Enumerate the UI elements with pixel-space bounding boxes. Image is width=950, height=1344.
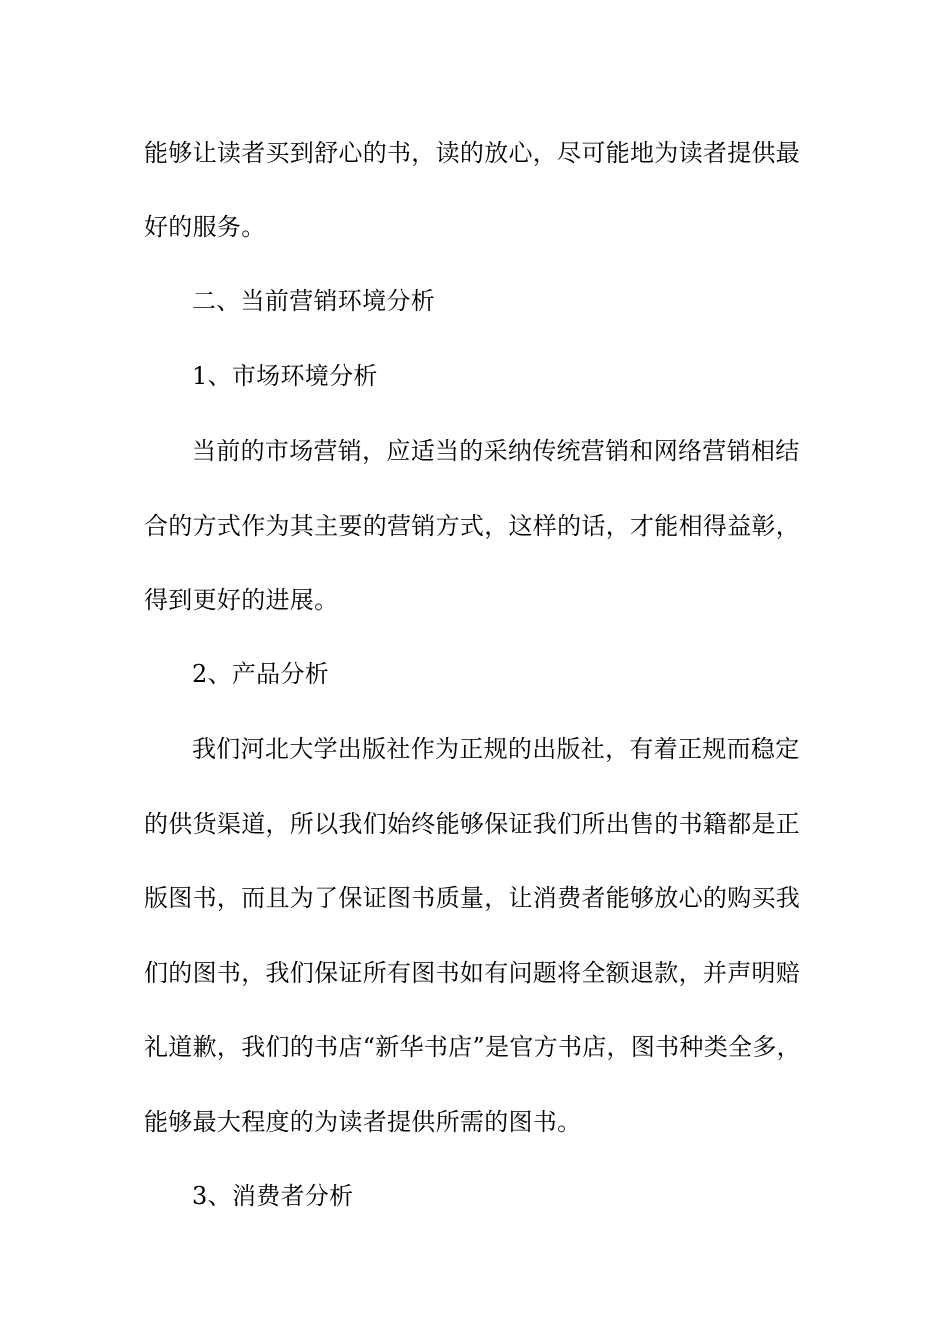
paragraph-line: 版图书，而且为了保证图书质量，让消费者能够放心的购买我 [144,884,801,912]
paragraph-line: 我们河北大学出版社作为正规的出版社，有着正规而稳定 [192,735,800,763]
paragraph-line: 能够让读者买到舒心的书，读的放心，尽可能地为读者提供最 [144,139,801,167]
section-heading: 二、当前营销环境分析 [192,287,435,315]
paragraph-line: 能够最大程度的为读者提供所需的图书。 [144,1108,582,1136]
subsection-heading: 1、市场环境分析 [192,362,378,390]
paragraph-line: 们的图书，我们保证所有图书如有问题将全额退款，并声明赔 [144,959,801,987]
paragraph-line: 礼道歉，我们的书店“新华书店”是官方书店，图书种类全多， [144,1033,801,1061]
subsection-heading: 3、消费者分析 [192,1182,354,1210]
paragraph-line: 得到更好的进展。 [144,586,339,614]
paragraph-line: 当前的市场营销，应适当的采纳传统营销和网络营销相结 [192,437,800,465]
paragraph-line: 合的方式作为其主要的营销方式，这样的话，才能相得益彰， [144,512,801,540]
paragraph-line: 好的服务。 [144,213,266,241]
subsection-heading: 2、产品分析 [192,660,330,688]
paragraph-line: 的供货渠道，所以我们始终能够保证我们所出售的书籍都是正 [144,810,801,838]
